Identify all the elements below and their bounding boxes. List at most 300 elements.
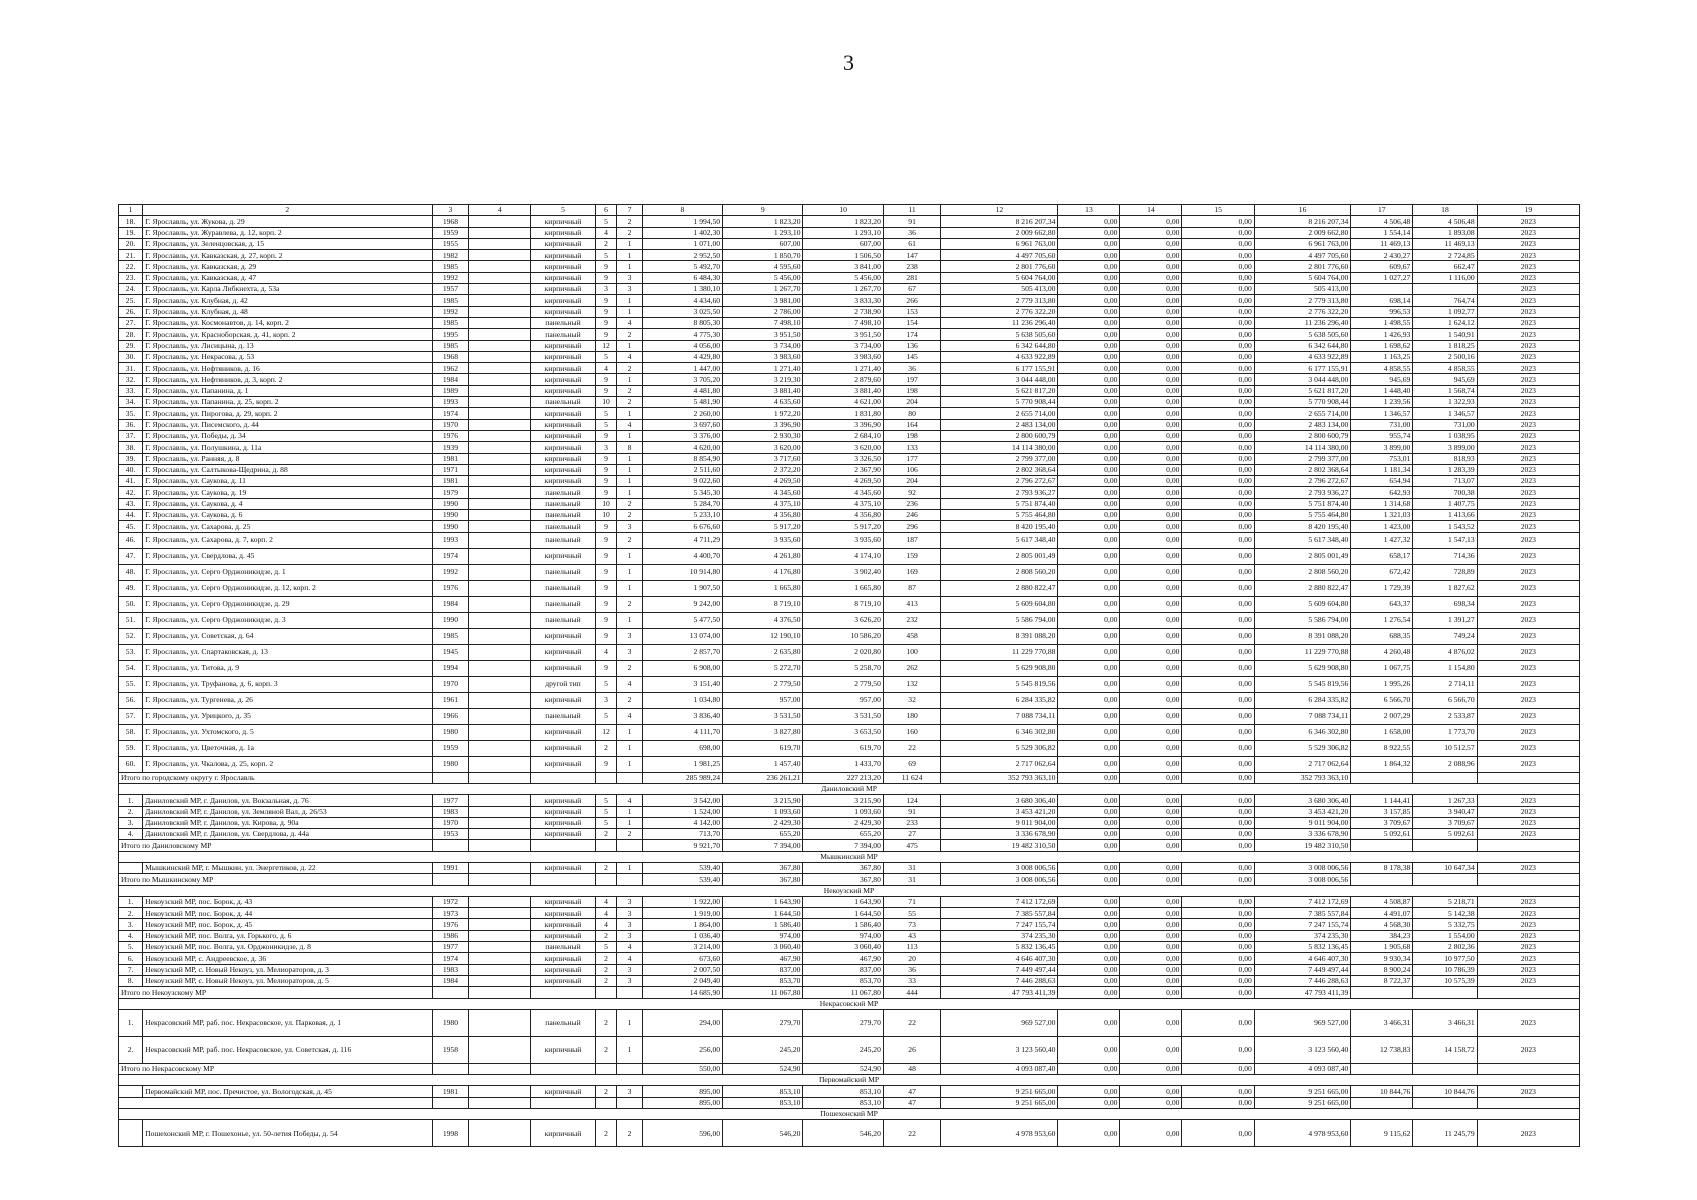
table-cell: 0,00 — [1120, 1009, 1182, 1036]
table-cell: 2023 — [1477, 272, 1579, 283]
table-cell: 1 554,00 — [1413, 930, 1477, 941]
table-cell: 673,60 — [642, 953, 722, 964]
table-cell: 2 020,80 — [803, 644, 883, 660]
table-cell: 0,00 — [1182, 953, 1254, 964]
table-cell — [469, 612, 531, 628]
table-cell: 3 215,90 — [803, 795, 883, 806]
table-cell — [432, 874, 469, 885]
table-cell: 2 — [595, 238, 617, 249]
table-cell: 296 — [883, 521, 940, 532]
table-cell: 0,00 — [1058, 453, 1120, 464]
table-cell: 3 — [617, 1086, 642, 1097]
table-cell: кирпичный — [531, 975, 595, 986]
table-cell: 1 — [617, 295, 642, 306]
table-cell: 2 799 377,00 — [941, 453, 1058, 464]
table-cell: 2 801 776,60 — [1254, 261, 1350, 272]
table-cell: 1 — [617, 1036, 642, 1063]
table-cell: 662,47 — [1413, 261, 1477, 272]
table-cell: 12 738,83 — [1351, 1036, 1413, 1063]
table-cell: 1 922,00 — [642, 896, 722, 907]
row-number: 41. — [119, 476, 143, 487]
table-cell: 7 446 288,63 — [941, 975, 1058, 986]
table-cell — [432, 840, 469, 851]
table-cell: 2 776 322,20 — [1254, 306, 1350, 317]
table-cell: 198 — [883, 430, 940, 441]
table-cell: 1 314,68 — [1351, 498, 1413, 509]
table-cell: 731,00 — [1413, 419, 1477, 430]
table-cell: кирпичный — [531, 284, 595, 295]
total-label: Итого по городскому округу г. Ярославль — [119, 772, 433, 783]
table-cell: 145 — [883, 351, 940, 362]
total-value: 0,00 — [1058, 987, 1120, 998]
table-cell: 5 481,90 — [642, 397, 722, 408]
table-cell — [469, 756, 531, 772]
table-cell: 5 755 464,80 — [941, 510, 1058, 521]
table-cell — [1477, 772, 1579, 783]
table-row — [119, 1120, 1580, 1147]
table-row — [119, 453, 1580, 464]
table-cell: 1 071,00 — [642, 238, 722, 249]
table-cell: 2023 — [1477, 919, 1579, 930]
row-number: 20. — [119, 238, 143, 249]
table-cell: 9 — [595, 272, 617, 283]
table-cell: 7 446 288,63 — [1254, 975, 1350, 986]
table-cell: 0,00 — [1058, 692, 1120, 708]
table-cell: 3 827,80 — [723, 724, 803, 740]
table-cell: 1 322,93 — [1413, 397, 1477, 408]
address-cell: Г. Ярославль, ул. Папанина, д. 25, корп. 2 — [143, 397, 432, 408]
table-cell: кирпичный — [531, 806, 595, 817]
table-cell: 2023 — [1477, 596, 1579, 612]
column-number: 3 — [432, 205, 469, 216]
table-cell: 1939 — [432, 442, 469, 453]
table-cell: 0,00 — [1058, 351, 1120, 362]
row-number: 2. — [119, 1036, 143, 1063]
table-cell: 0,00 — [1058, 317, 1120, 328]
table-cell: 1 027,27 — [1351, 272, 1413, 283]
table-cell: кирпичный — [531, 908, 595, 919]
table-cell: 698,00 — [642, 740, 722, 756]
column-number: 10 — [803, 205, 883, 216]
total-row — [119, 772, 1580, 783]
table-cell: 6 284 335,82 — [941, 692, 1058, 708]
table-cell: 3 151,40 — [642, 676, 722, 692]
row-number: 23. — [119, 272, 143, 283]
table-cell — [469, 829, 531, 840]
table-row — [119, 340, 1580, 351]
table-cell: 0,00 — [1058, 964, 1120, 975]
table-cell: 3 060,40 — [803, 942, 883, 953]
table-cell — [469, 1009, 531, 1036]
table-cell: 0,00 — [1182, 908, 1254, 919]
table-cell: 3 734,00 — [803, 340, 883, 351]
table-cell: 4 — [595, 644, 617, 660]
table-cell: 10 — [595, 510, 617, 521]
table-cell: кирпичный — [531, 692, 595, 708]
table-cell: 2 — [595, 862, 617, 873]
table-cell: 1 — [617, 817, 642, 828]
table-cell: 10 786,39 — [1413, 964, 1477, 975]
table-cell: 2023 — [1477, 964, 1579, 975]
table-cell: 1 093,60 — [803, 806, 883, 817]
table-cell: 0,00 — [1058, 430, 1120, 441]
table-cell: 3 — [595, 284, 617, 295]
address-cell: Г. Ярославль, ул. Серго Орджоникидзе, д. 12, корп. 2 — [143, 580, 432, 596]
table-cell: 0,00 — [1058, 464, 1120, 475]
table-cell: 1 568,74 — [1413, 385, 1477, 396]
table-cell: 180 — [883, 708, 940, 724]
table-cell: 974,00 — [803, 930, 883, 941]
table-cell: 0,00 — [1058, 261, 1120, 272]
table-cell — [469, 840, 531, 851]
table-cell: 0,00 — [1182, 464, 1254, 475]
table-cell: 974,00 — [723, 930, 803, 941]
address-cell: Г. Ярославль, ул. Саукова, д. 19 — [143, 487, 432, 498]
table-cell: 1985 — [432, 295, 469, 306]
table-cell: 0,00 — [1120, 374, 1182, 385]
table-cell: 1 — [617, 806, 642, 817]
table-cell: 2023 — [1477, 829, 1579, 840]
total-value: 3 008 006,56 — [1254, 874, 1350, 885]
table-cell: кирпичный — [531, 930, 595, 941]
total-value: 367,80 — [723, 874, 803, 885]
column-number: 7 — [617, 205, 642, 216]
row-number: 38. — [119, 442, 143, 453]
table-cell: 1 — [617, 453, 642, 464]
table-cell: 169 — [883, 564, 940, 580]
table-cell: 0,00 — [1058, 284, 1120, 295]
table-cell — [469, 1036, 531, 1063]
table-cell: 2 533,87 — [1413, 708, 1477, 724]
table-cell: 3 — [617, 930, 642, 941]
address-cell: Г. Ярославль, ул. Сахарова, д. 7, корп. 2 — [143, 532, 432, 548]
table-cell: 281 — [883, 272, 940, 283]
table-cell: 2 — [595, 964, 617, 975]
table-cell — [595, 772, 617, 783]
row-number — [119, 862, 143, 873]
table-cell: 1986 — [432, 930, 469, 941]
table-cell: 2023 — [1477, 1120, 1579, 1147]
table-cell: 2 714,11 — [1413, 676, 1477, 692]
table-cell: 749,24 — [1413, 628, 1477, 644]
table-cell: 1 321,03 — [1351, 510, 1413, 521]
table-cell: 4 506,48 — [1351, 216, 1413, 227]
table-cell: 945,69 — [1413, 374, 1477, 385]
row-number — [119, 1086, 143, 1097]
table-row — [119, 510, 1580, 521]
table-cell — [1413, 284, 1477, 295]
table-cell: 1 447,00 — [642, 363, 722, 374]
row-number: 4. — [119, 829, 143, 840]
table-cell: 132 — [883, 676, 940, 692]
section-row — [119, 1075, 1580, 1086]
table-cell: 0,00 — [1058, 795, 1120, 806]
table-cell: 2 799 377,00 — [1254, 453, 1350, 464]
table-cell: 2 717 062,64 — [941, 756, 1058, 772]
table-cell — [617, 987, 642, 998]
table-cell: 4 269,50 — [723, 476, 803, 487]
table-cell: кирпичный — [531, 295, 595, 306]
table-cell — [1351, 874, 1413, 885]
table-cell — [469, 692, 531, 708]
table-cell: 2 635,80 — [723, 644, 803, 660]
table-cell: 159 — [883, 548, 940, 564]
table-cell: 5 — [595, 250, 617, 261]
table-cell: 3 542,00 — [642, 795, 722, 806]
table-cell: 4 595,60 — [723, 261, 803, 272]
table-cell: 4 375,10 — [723, 498, 803, 509]
table-cell: 1 995,26 — [1351, 676, 1413, 692]
table-cell: 0,00 — [1182, 272, 1254, 283]
total-value: 0,00 — [1182, 987, 1254, 998]
table-cell: 2 009 662,80 — [1254, 227, 1350, 238]
table-cell: 9 — [595, 317, 617, 328]
table-cell — [617, 1097, 642, 1108]
page-number: 3 — [843, 50, 854, 75]
table-cell: 0,00 — [1120, 580, 1182, 596]
table-cell: 2 805 001,49 — [941, 548, 1058, 564]
table-cell: 262 — [883, 660, 940, 676]
table-cell: 3 709,67 — [1413, 817, 1477, 828]
table-cell: 2023 — [1477, 660, 1579, 676]
table-cell: 9 — [595, 596, 617, 612]
address-cell: Г. Ярославль, ул. Серго Орджоникидзе, д. 3 — [143, 612, 432, 628]
table-cell — [469, 442, 531, 453]
table-row — [119, 817, 1580, 828]
address-cell: Г. Ярославль, ул. Красноборская, д. 41, корп. 2 — [143, 329, 432, 340]
table-cell: 1961 — [432, 692, 469, 708]
table-cell: 1 827,62 — [1413, 580, 1477, 596]
table-cell: 0,00 — [1120, 942, 1182, 953]
table-cell: 2023 — [1477, 408, 1579, 419]
address-cell: Г. Ярославль, ул. Клубная, д. 48 — [143, 306, 432, 317]
table-cell: 1 — [617, 1009, 642, 1036]
table-cell: 5 — [595, 817, 617, 828]
row-number: 55. — [119, 676, 143, 692]
table-cell: 1 413,66 — [1413, 510, 1477, 521]
table-cell: 4 400,70 — [642, 548, 722, 564]
table-cell: 0,00 — [1120, 975, 1182, 986]
table-cell: 5 272,70 — [723, 660, 803, 676]
table-cell: 3 705,20 — [642, 374, 722, 385]
table-cell: 11 236 296,40 — [1254, 317, 1350, 328]
table-cell — [469, 306, 531, 317]
table-cell: 36 — [883, 964, 940, 975]
table-cell: 9 — [595, 612, 617, 628]
table-cell: 2 — [617, 363, 642, 374]
table-cell: 1972 — [432, 896, 469, 907]
table-cell: 0,00 — [1120, 908, 1182, 919]
table-cell: 0,00 — [1120, 250, 1182, 261]
table-cell: кирпичный — [531, 374, 595, 385]
table-cell: 4 481,80 — [642, 385, 722, 396]
table-cell: 236 — [883, 498, 940, 509]
total-value: 352 793 363,10 — [941, 772, 1058, 783]
table-cell: 0,00 — [1058, 510, 1120, 521]
address-cell: Г. Ярославль, ул. Урицкого, д. 35 — [143, 708, 432, 724]
table-cell: 2023 — [1477, 644, 1579, 660]
table-cell: 0,00 — [1120, 532, 1182, 548]
table-cell: 3 899,00 — [1413, 442, 1477, 453]
table-cell: 9 011 904,00 — [941, 817, 1058, 828]
address-cell: Г. Ярославль, ул. Некрасова, д. 53 — [143, 351, 432, 362]
table-cell: кирпичный — [531, 817, 595, 828]
total-value: 0,00 — [1182, 1063, 1254, 1074]
address-cell: Даниловский МР, г. Данилов, ул. Свердлова, д. 44а — [143, 829, 432, 840]
table-cell: 4 646 407,30 — [1254, 953, 1350, 964]
address-cell: Г. Ярославль, ул. Тургенева, д. 26 — [143, 692, 432, 708]
table-cell: 1 181,34 — [1351, 464, 1413, 475]
table-cell: 0,00 — [1058, 476, 1120, 487]
table-cell: 0,00 — [1058, 521, 1120, 532]
table-cell: 0,00 — [1120, 817, 1182, 828]
table-cell: 2 684,10 — [803, 430, 883, 441]
row-number: 37. — [119, 430, 143, 441]
table-cell: 2023 — [1477, 564, 1579, 580]
table-cell: 8 719,10 — [723, 596, 803, 612]
total-value: 7 394,00 — [803, 840, 883, 851]
table-cell: 1980 — [432, 1009, 469, 1036]
table-cell: кирпичный — [531, 453, 595, 464]
table-cell: 1 994,50 — [642, 216, 722, 227]
table-cell: 0,00 — [1120, 521, 1182, 532]
table-cell: 1985 — [432, 261, 469, 272]
table-cell: 0,00 — [1182, 521, 1254, 532]
table-cell: 1992 — [432, 272, 469, 283]
table-cell: 2023 — [1477, 340, 1579, 351]
table-cell: 4 497 705,60 — [941, 250, 1058, 261]
table-cell: 9 — [595, 660, 617, 676]
table-cell: 8 216 207,34 — [1254, 216, 1350, 227]
row-number: 22. — [119, 261, 143, 272]
total-value: 352 793 363,10 — [1254, 772, 1350, 783]
address-cell: Г. Ярославль, ул. Победы, д. 34 — [143, 430, 432, 441]
table-cell: 8 391 088,20 — [941, 628, 1058, 644]
table-cell: 9 — [595, 548, 617, 564]
table-cell — [1413, 840, 1477, 851]
table-cell: 374 235,30 — [1254, 930, 1350, 941]
table-cell: 1 276,54 — [1351, 612, 1413, 628]
table-cell: 3 697,60 — [642, 419, 722, 430]
row-number: 8. — [119, 975, 143, 986]
table-cell: 1 — [617, 340, 642, 351]
total-value: 0,00 — [1058, 874, 1120, 885]
table-cell: 1977 — [432, 942, 469, 953]
table-cell: 5 621 817,20 — [1254, 385, 1350, 396]
address-cell: Г. Ярославль, ул. Серго Орджоникидзе, д. 29 — [143, 596, 432, 612]
table-cell: 4 — [595, 227, 617, 238]
table-cell: 5 832 136,45 — [941, 942, 1058, 953]
table-cell: 22 — [883, 1120, 940, 1147]
row-number: 39. — [119, 453, 143, 464]
table-cell: 546,20 — [803, 1120, 883, 1147]
table-cell — [531, 1097, 595, 1108]
address-cell: Первомайский МР, пос. Пречистое, ул. Вологодская, д. 45 — [143, 1086, 432, 1097]
table-cell: 0,00 — [1120, 1036, 1182, 1063]
table-cell: 1966 — [432, 708, 469, 724]
total-value: 475 — [883, 840, 940, 851]
row-number: 51. — [119, 612, 143, 628]
table-row — [119, 896, 1580, 907]
table-cell — [1477, 1063, 1579, 1074]
table-cell: 4 261,80 — [723, 548, 803, 564]
table-cell: 2023 — [1477, 953, 1579, 964]
row-number: 34. — [119, 397, 143, 408]
table-cell — [595, 1063, 617, 1074]
table-cell: 957,00 — [803, 692, 883, 708]
table-cell: 3 376,00 — [642, 430, 722, 441]
table-cell: 7 498,10 — [723, 317, 803, 328]
row-number: 2. — [119, 806, 143, 817]
table-cell: 5 284,70 — [642, 498, 722, 509]
table-cell: 5 456,00 — [723, 272, 803, 283]
table-cell: 1 729,39 — [1351, 580, 1413, 596]
table-cell: 367,80 — [723, 862, 803, 873]
table-cell: 2 793 936,27 — [941, 487, 1058, 498]
table-cell: 3 466,31 — [1413, 1009, 1477, 1036]
table-cell: 0,00 — [1182, 284, 1254, 295]
table-cell: 3 396,90 — [803, 419, 883, 430]
table-cell: 2 793 936,27 — [1254, 487, 1350, 498]
table-cell: 0,00 — [1182, 1120, 1254, 1147]
table-cell — [617, 1063, 642, 1074]
address-cell: Г. Ярославль, ул. Ранняя, д. 8 — [143, 453, 432, 464]
table-cell — [469, 942, 531, 953]
table-cell: 14 158,72 — [1413, 1036, 1477, 1063]
table-cell: 0,00 — [1120, 862, 1182, 873]
table-cell: 0,00 — [1120, 596, 1182, 612]
table-cell: 91 — [883, 806, 940, 817]
address-cell: Г. Ярославль, ул. Жукова, д. 29 — [143, 216, 432, 227]
table-cell: 1 — [617, 740, 642, 756]
table-cell: 3 709,67 — [1351, 817, 1413, 828]
table-cell: 32 — [883, 692, 940, 708]
table-row — [119, 692, 1580, 708]
total-row — [119, 1063, 1580, 1074]
table-cell: 713,07 — [1413, 476, 1477, 487]
table-cell: 2023 — [1477, 419, 1579, 430]
table-cell: 367,80 — [803, 862, 883, 873]
table-cell: 1973 — [432, 908, 469, 919]
table-cell: кирпичный — [531, 363, 595, 374]
table-cell: 0,00 — [1182, 510, 1254, 521]
table-cell: 1 144,41 — [1351, 795, 1413, 806]
table-cell: 0,00 — [1058, 1036, 1120, 1063]
table-cell: 4 434,60 — [642, 295, 722, 306]
total-value: 19 482 310,50 — [1254, 840, 1350, 851]
table-cell: 279,70 — [803, 1009, 883, 1036]
table-cell: 0,00 — [1182, 975, 1254, 986]
table-cell: 136 — [883, 340, 940, 351]
total-value: 19 482 310,50 — [941, 840, 1058, 851]
address-cell: Г. Ярославль, ул. Цветочная, д. 1а — [143, 740, 432, 756]
table-cell: 1 — [617, 756, 642, 772]
table-cell: 164 — [883, 419, 940, 430]
total-value: 47 793 411,39 — [1254, 987, 1350, 998]
table-cell: 1 293,10 — [803, 227, 883, 238]
table-cell: 36 — [883, 227, 940, 238]
table-cell: 10 586,20 — [803, 628, 883, 644]
table-cell: 5 751 874,40 — [941, 498, 1058, 509]
address-cell: Г. Ярославль, ул. Серго Орджоникидзе, д. 1 — [143, 564, 432, 580]
table-cell: 1 271,40 — [803, 363, 883, 374]
table-cell: 2023 — [1477, 795, 1579, 806]
total-value: 0,00 — [1058, 1063, 1120, 1074]
table-cell: 609,67 — [1351, 261, 1413, 272]
table-cell: 7 449 497,44 — [941, 964, 1058, 975]
table-cell: 2 483 134,00 — [941, 419, 1058, 430]
row-number: 58. — [119, 724, 143, 740]
